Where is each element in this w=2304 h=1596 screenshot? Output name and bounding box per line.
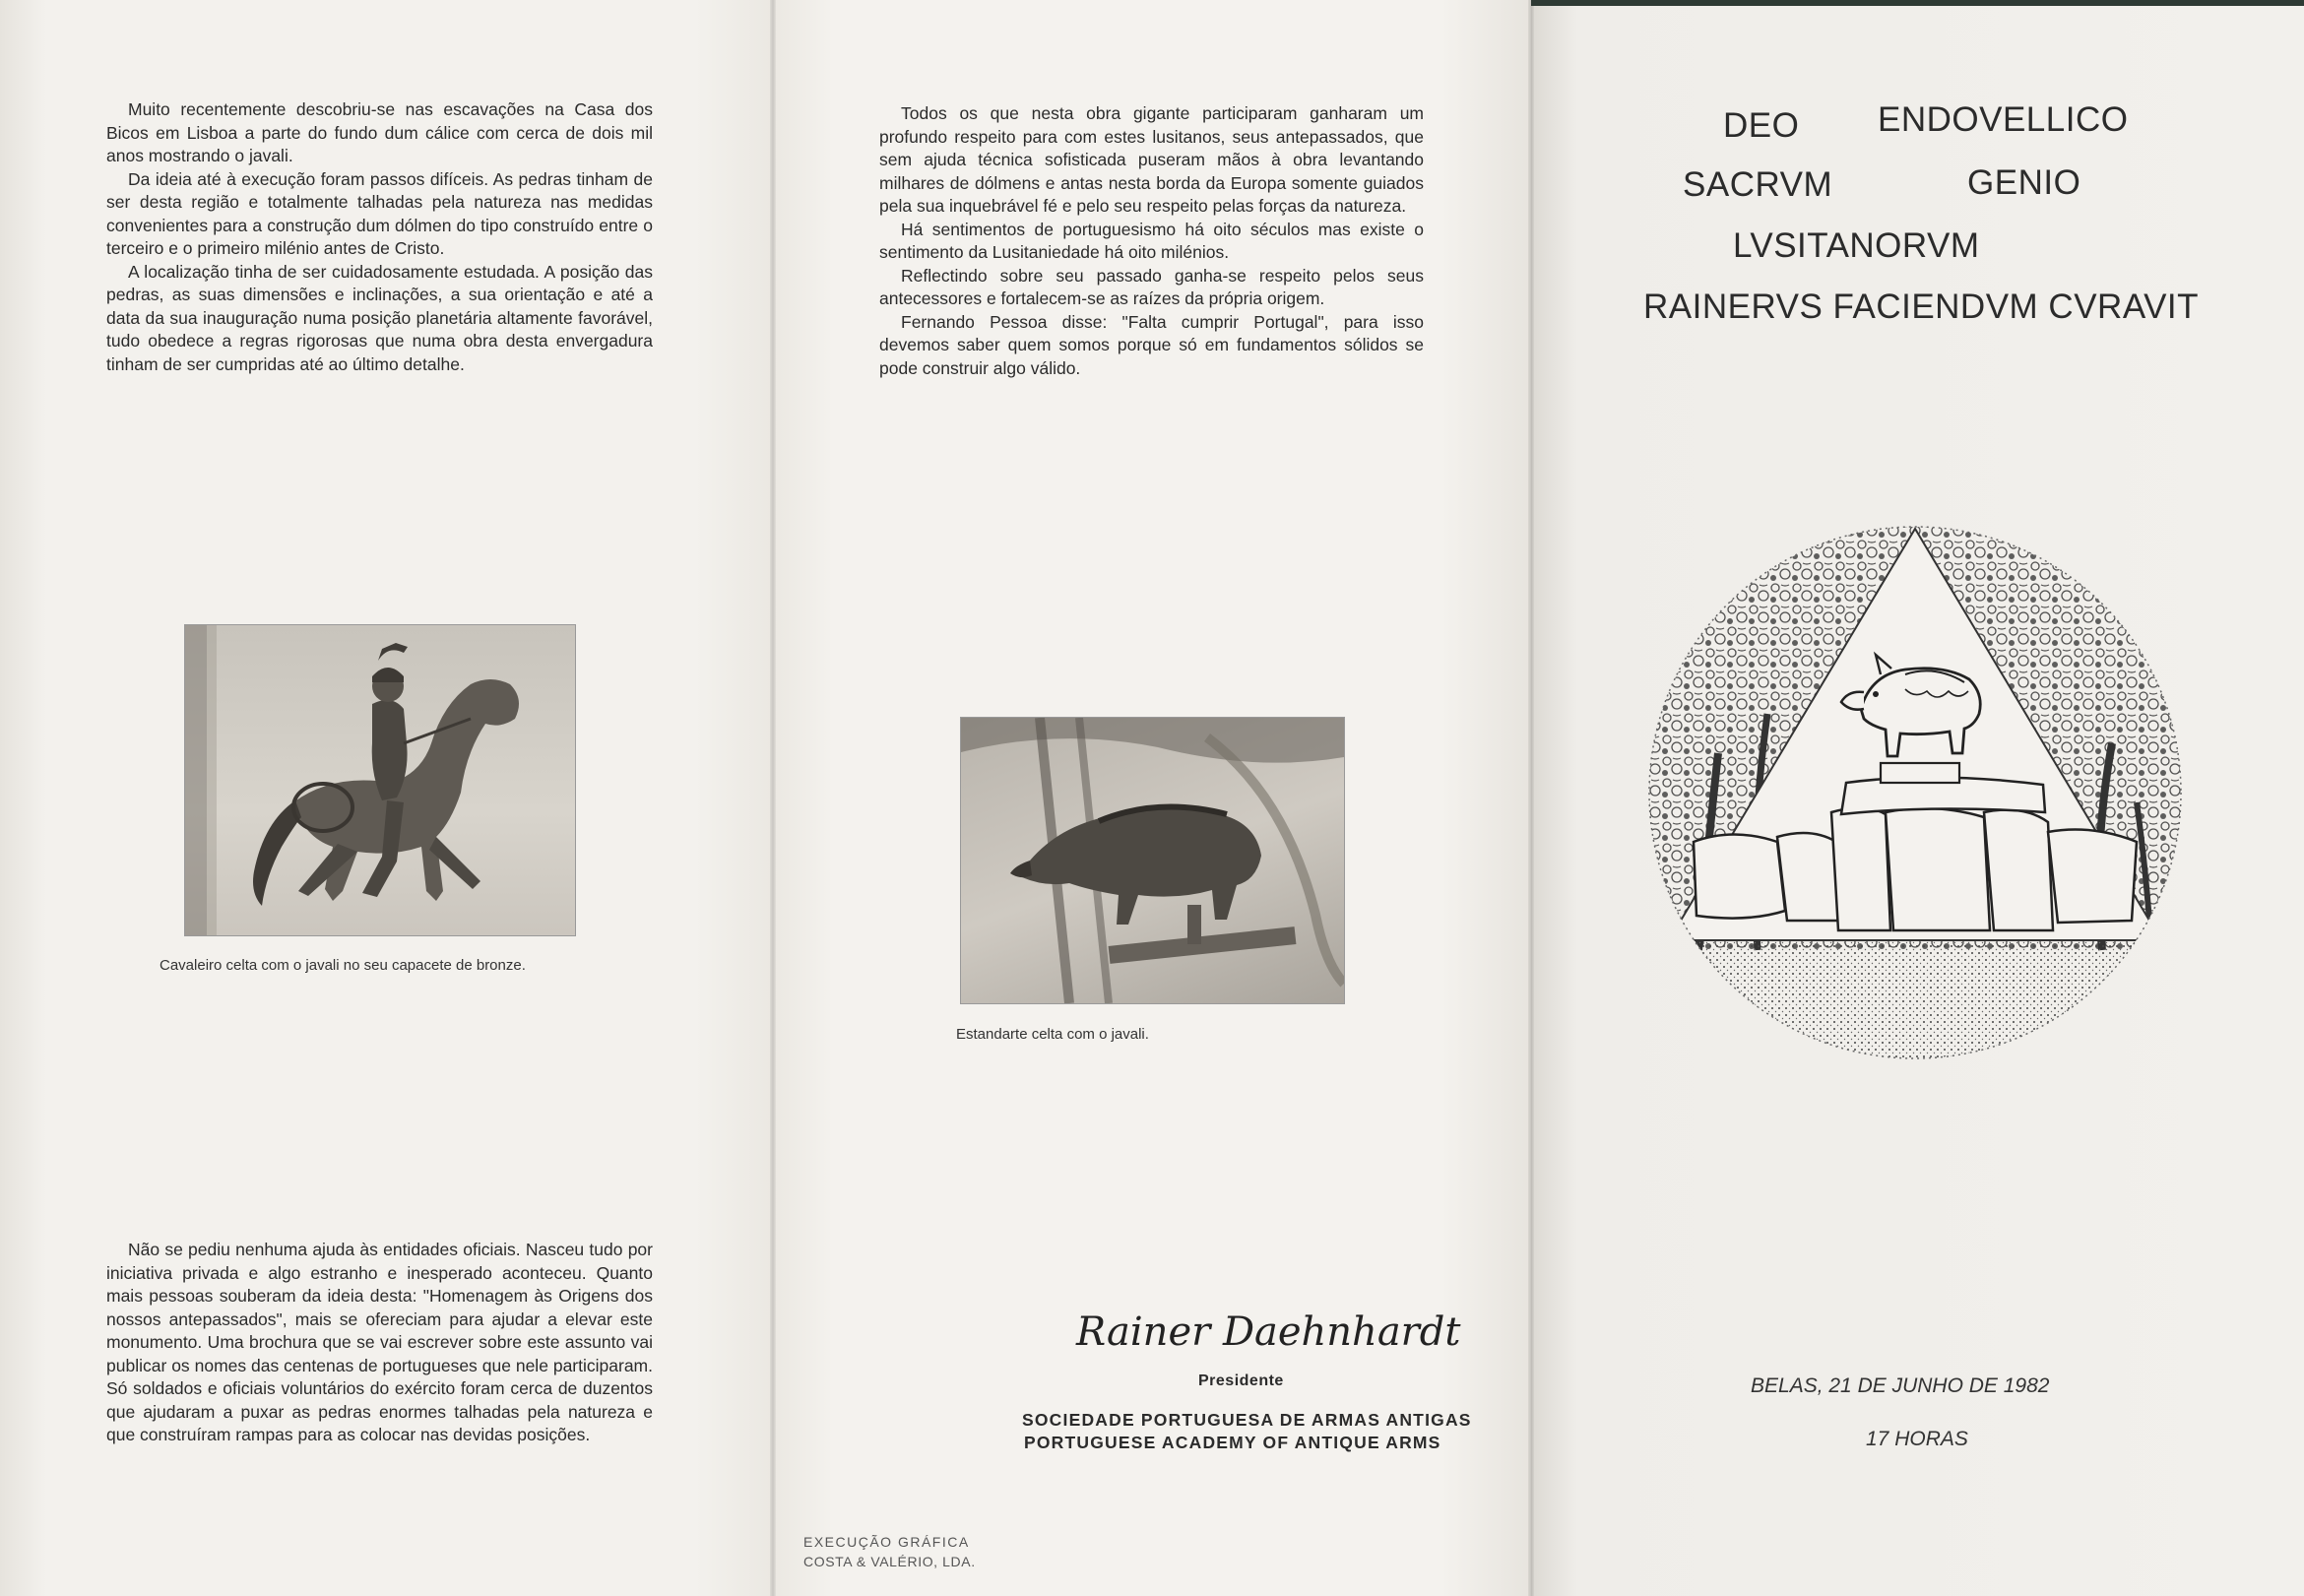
inscription-endovellico: ENDOVELLICO: [1878, 100, 2129, 139]
inscription-rainervs: RAINERVS FACIENDVM CVRAVIT: [1643, 287, 2200, 326]
org-name-en: PORTUGUESE ACADEMY OF ANTIQUE ARMS: [1024, 1433, 1441, 1452]
signature-title: Presidente: [1198, 1373, 1284, 1389]
event-time: 17 HORAS: [1866, 1428, 1968, 1450]
inscription-deo: DEO: [1723, 106, 1800, 145]
middle-panel: [773, 0, 1531, 1596]
celtic-horseman-photo: [184, 624, 576, 936]
middle-top-text: [879, 102, 1424, 380]
paragraph: Não se pediu nenhuma ajuda às entidades oficiais. Nasceu tudo por iniciativa privada e algo estranho e inesperado aconteceu. Quanto mais pessoas souberam da ideia desta: "Homenagem às Origens dos nossos antepassados", mais se ofereciam para ajudar a elevar este monumento. Uma brochura que se vai escrever sobre este assunto vai publicar os nomes das centenas de portugueses que nele participaram. Só soldados e oficiais voluntários do exército foram cerca de duzentos que ajudaram a puxar as pedras enormes talhadas pela natureza e que construíram rampas para as colocar nas devidas posições.: [106, 1240, 653, 1444]
inscription-genio: GENIO: [1967, 163, 2081, 202]
monument-emblem: [1639, 517, 2191, 1068]
paragraph: A localização tinha de ser cuidadosamente estudada. A posição das pedras, as suas dimensões e inclinações, a sua orientação e até a data da sua inauguração numa posição planetária altamente favorável, tudo obedece a regras rigorosas que numa obra desta envergadura tinham de ser cumpridas até ao último detalhe.: [106, 261, 653, 374]
org-name-pt: SOCIEDADE PORTUGUESA DE ARMAS ANTIGAS: [1022, 1410, 1472, 1430]
horseman-illustration: [185, 625, 575, 935]
signature: Rainer Daehnhardt: [1076, 1309, 1461, 1355]
paragraph: Reflectindo sobre seu passado ganha-se respeito pelos seus antecessores e fortalecem-se as raízes da própria origem.: [879, 265, 1424, 308]
event-date: BELAS, 21 DE JUNHO DE 1982: [1751, 1374, 2050, 1397]
paragraph: Todos os que nesta obra gigante participaram ganharam um profundo respeito para com estes lusitanos, seus antepassados, que sem ajuda técnica sofisticada puseram mãos à obra levantando milhares de dólmens e antas nesta borda da Europa somente guiados pela sua inquebrável fé e pelo seu respeito pelas forças da natureza.: [879, 103, 1424, 216]
cover-top-band: [1531, 0, 2304, 6]
paragraph: Há sentimentos de portuguesismo há oito séculos mas existe o sentimento da Lusitaniedade há oito milénios.: [879, 219, 1424, 262]
paragraph: Fernando Pessoa disse: "Falta cumprir Portugal", para isso devemos saber quem somos porque só em fundamentos sólidos se pode construir algo válido.: [879, 311, 1424, 378]
paragraph: Da ideia até à execução foram passos difíceis. As pedras tinham de ser desta região e totalmente talhadas pela natureza nas medidas convenientes para a construção dum dólmen do tipo construído entre o terceiro e o primeiro milénio antes de Cristo.: [106, 168, 653, 258]
boar-standard-illustration: [961, 718, 1344, 1003]
celtic-standard-photo: [960, 717, 1345, 1004]
inscription-sacrvm: SACRVM: [1683, 165, 1833, 204]
left-bottom-text: [106, 1239, 653, 1447]
inscription-lvsitanorvm: LVSITANORVM: [1733, 226, 1980, 265]
printer-line-2: COSTA & VALÉRIO, LDA.: [803, 1554, 976, 1569]
left-top-text: [106, 98, 653, 376]
standard-caption: Estandarte celta com o javali.: [956, 1026, 1149, 1043]
left-panel: [0, 0, 773, 1596]
fold-crease-2: [1528, 0, 1534, 1596]
paragraph: Muito recentemente descobriu-se nas escavações na Casa dos Bicos em Lisboa a parte do fundo dum cálice com cerca de dois mil anos mostrando o javali.: [106, 99, 653, 165]
right-panel: [1531, 0, 2304, 1596]
horseman-caption: Cavaleiro celta com o javali no seu capacete de bronze.: [160, 957, 526, 974]
fold-crease-1: [770, 0, 776, 1596]
printer-line-1: EXECUÇÃO GRÁFICA: [803, 1534, 970, 1550]
